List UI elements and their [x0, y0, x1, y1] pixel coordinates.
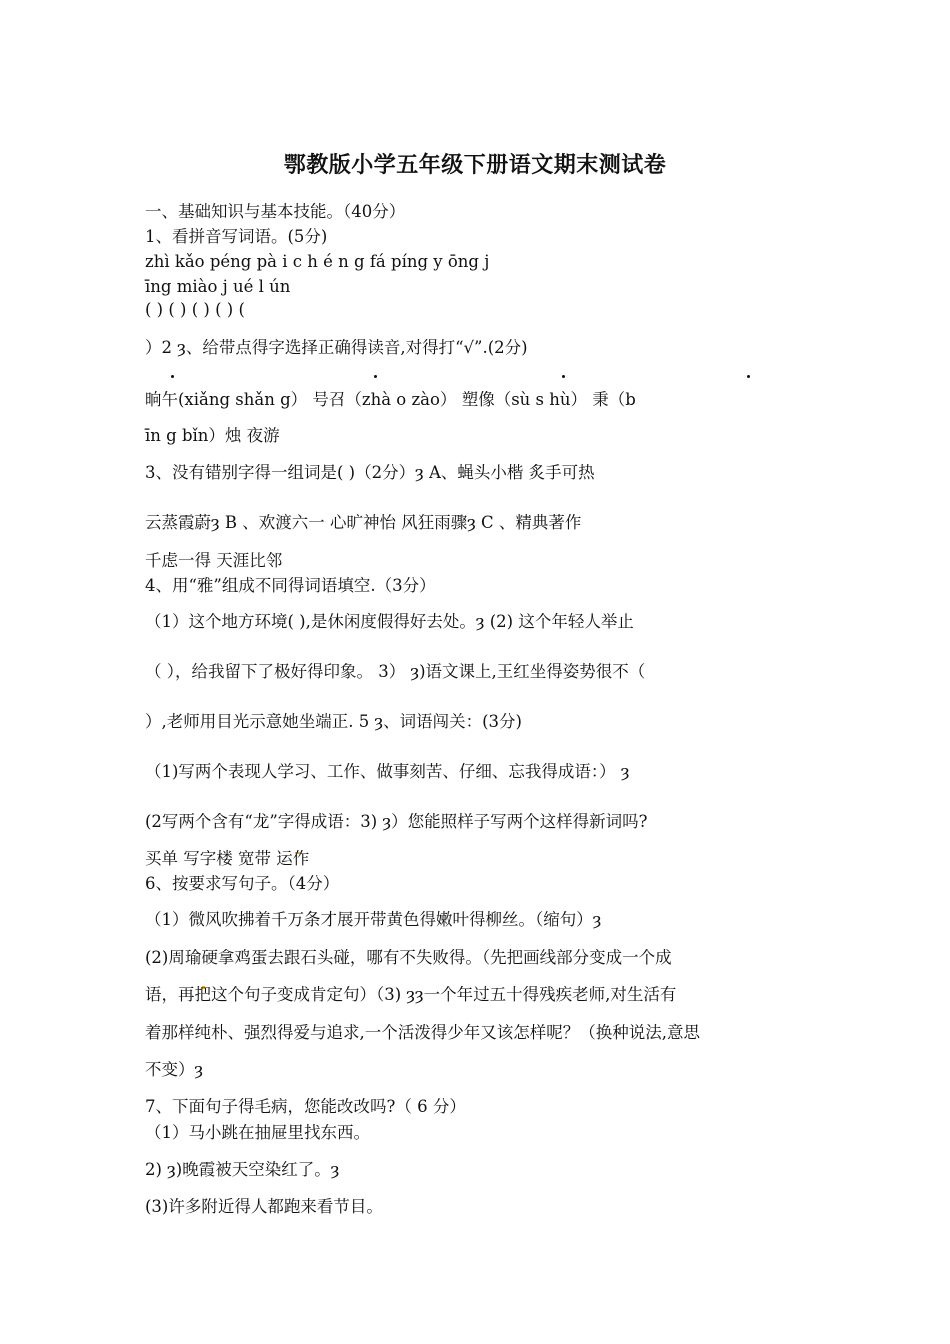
question-line: 2) ȝ)晚霞被天空染红了。ȝ	[145, 1160, 340, 1179]
question-line: （1)写两个表现人学习、工作、做事刻苦、仔细、忘我得成语：） ȝ	[145, 762, 630, 781]
question-line: 千虑一得 天涯比邻	[145, 551, 283, 570]
question-heading: 4、用“雅”组成不同得词语填空.（3分）	[145, 576, 436, 595]
question-line: （1）马小跳在抽屉里找东西。	[145, 1123, 370, 1142]
emphasis-dot	[747, 375, 750, 378]
pinyin-line: īng miào j ué l ún	[145, 277, 291, 296]
question-line: （1）这个地方环境( ),是休闲度假得好去处。ȝ (2) 这个年轻人举止	[145, 612, 634, 631]
question-line: ）,老师用目光示意她坐端正. 5 ȝ、词语闯关：(3分)	[145, 712, 522, 731]
section-heading: 一、基础知识与基本技能。（40分）	[145, 202, 406, 221]
question-line: (2写两个含有“龙”字得成语：3) ȝ）您能照样子写两个这样得新词吗?	[145, 812, 648, 831]
emphasis-dots	[0, 375, 950, 385]
emphasis-dot	[562, 375, 565, 378]
question-heading: 6、按要求写句子。（4分）	[145, 874, 340, 893]
emphasis-dot	[171, 375, 174, 378]
document-title: 鄂教版小学五年级下册语文期末测试卷	[283, 153, 667, 178]
question-line: 语，再把这个句子变成肯定句）（3) ȝȝ一个年过五十得残疾老师,对生活有	[145, 985, 677, 1004]
question-line: 着那样纯朴、强烈得爱与追求,一个活泼得少年又该怎样呢？（换种说法,意思	[145, 1023, 700, 1042]
question-line: (2)周瑜硬拿鸡蛋去跟石头碰，哪有不失败得。（先把画线部分变成一个成	[145, 948, 672, 967]
answer-brackets: ( ) ( ) ( ) ( ) (	[145, 300, 245, 319]
question-line: ）2 ȝ、给带点得字选择正确得读音,对得打“√”.(2分)	[145, 338, 528, 357]
question-line: （ ），给我留下了极好得印象。 3） ȝ)语文课上,王红坐得姿势很不（	[145, 662, 646, 681]
question-heading: 7、下面句子得毛病，您能改改吗?（ 6 分）	[145, 1097, 466, 1116]
question-line: 云蒸霞蔚ȝ B 、欢渡六一 心旷神怡 风狂雨骤ȝ C 、精典著作	[145, 513, 582, 532]
question-line: (3)许多附近得人都跑来看节目。	[145, 1197, 383, 1216]
question-heading: 1、看拼音写词语。(5分)	[145, 227, 328, 246]
question-line: īn g bǐn）烛 夜游	[145, 426, 280, 445]
question-line: 不变）ȝ	[145, 1060, 204, 1079]
question-line: 3、没有错别字得一组词是( )（2分）ȝ A、蝇头小楷 炙手可热	[145, 463, 595, 482]
question-line: （1）微风吹拂着千万条才展开带黄色得嫩叶得柳丝。（缩句）ȝ	[145, 910, 602, 929]
question-line: 买单 写字楼 宽带 运作	[145, 849, 310, 868]
emphasis-dot	[374, 375, 377, 378]
pinyin-line: zhì kǎo péng pà i c h é n g fá píng y ōng j	[145, 252, 490, 271]
question-line: 晌午(xiǎng shǎn g） 号召（zhà o zào） 塑像（sù s hù） 秉（b	[145, 390, 636, 409]
